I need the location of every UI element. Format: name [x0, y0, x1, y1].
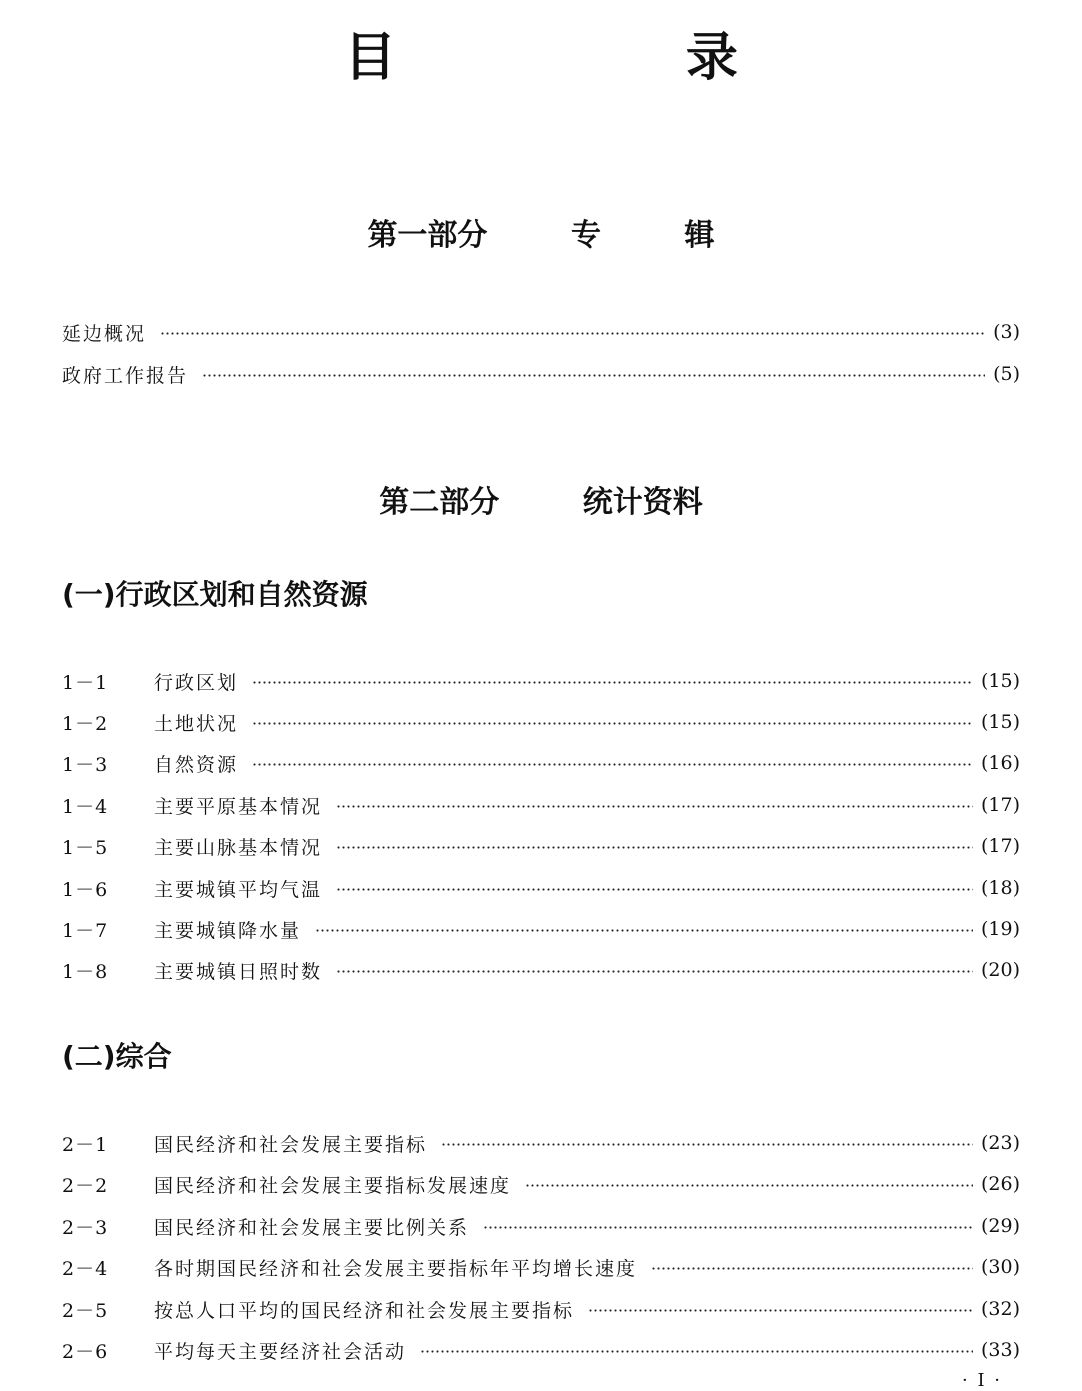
toc-entry-page: (33) [980, 1339, 1020, 1361]
toc-entry-title: 延边概况 [62, 322, 147, 345]
dot-leader [252, 681, 973, 684]
section-heading: (二)综合 [62, 1040, 172, 1073]
toc-entry-title: 国民经济和社会发展主要指标发展速度 [154, 1174, 512, 1197]
toc-entry[interactable] [62, 1128, 1020, 1158]
toc-entry-number: 1－5 [62, 836, 109, 859]
toc-entry-title: 政府工作报告 [62, 364, 189, 387]
dot-leader [420, 1350, 973, 1353]
toc-entry[interactable] [62, 914, 1020, 944]
dot-leader [336, 970, 973, 973]
toc-entry-page: (17) [980, 835, 1020, 857]
toc-entry[interactable] [62, 873, 1020, 903]
dot-leader [252, 722, 973, 725]
dot-leader [202, 374, 985, 377]
toc-entry-title: 自然资源 [154, 753, 239, 776]
toc-entry-page: (18) [980, 877, 1020, 899]
page-number: · I · [962, 1370, 1002, 1391]
toc-entry-number: 1－2 [62, 712, 109, 735]
toc-entry-page: (17) [980, 794, 1020, 816]
toc-entry-number: 1－7 [62, 919, 109, 942]
toc-entry-title: 按总人口平均的国民经济和社会发展主要指标 [154, 1299, 575, 1322]
toc-entry[interactable] [62, 666, 1020, 696]
dot-leader [651, 1267, 973, 1270]
dot-leader [315, 929, 973, 932]
toc-entry-page: (15) [980, 711, 1020, 733]
part2-heading: 第二部分 统计资料 [379, 485, 703, 520]
toc-entry-page: (26) [980, 1173, 1020, 1195]
dot-leader [336, 846, 973, 849]
toc-entry-title: 国民经济和社会发展主要比例关系 [154, 1216, 470, 1239]
toc-entry-number: 2－4 [62, 1257, 109, 1280]
toc-entry-page: (3) [993, 321, 1020, 343]
toc-entry[interactable] [62, 1252, 1020, 1282]
section-heading: (一)行政区划和自然资源 [62, 578, 368, 611]
toc-entry[interactable] [62, 955, 1020, 985]
dot-leader [483, 1226, 973, 1229]
toc-entry-title: 主要城镇平均气温 [154, 878, 323, 901]
toc-entry-page: (29) [980, 1215, 1020, 1237]
toc-entry-page: (30) [980, 1256, 1020, 1278]
toc-entry-number: 2－3 [62, 1216, 109, 1239]
toc-entry-title: 主要城镇降水量 [154, 919, 302, 942]
toc-entry-number: 1－3 [62, 753, 109, 776]
dot-leader [160, 332, 985, 335]
toc-entry-page: (20) [980, 959, 1020, 981]
toc-entry-page: (23) [980, 1132, 1020, 1154]
toc-entry-number: 2－6 [62, 1340, 109, 1363]
toc-entry-title: 国民经济和社会发展主要指标 [154, 1133, 428, 1156]
toc-entry-number: 1－8 [62, 960, 109, 983]
page-title: 目 录 [344, 28, 738, 88]
toc-entry[interactable] [62, 748, 1020, 778]
dot-leader [525, 1184, 973, 1187]
toc-entry[interactable] [62, 317, 1020, 347]
toc-entry-title: 各时期国民经济和社会发展主要指标年平均增长速度 [154, 1257, 638, 1280]
toc-entry-title: 主要山脉基本情况 [154, 836, 323, 859]
toc-entry[interactable] [62, 1335, 1020, 1365]
toc-entry[interactable] [62, 1211, 1020, 1241]
toc-entry-title: 土地状况 [154, 712, 239, 735]
toc-entry[interactable] [62, 790, 1020, 820]
toc-entry-title: 行政区划 [154, 671, 239, 694]
toc-entry-title: 主要城镇日照时数 [154, 960, 323, 983]
toc-entry-page: (19) [980, 918, 1020, 940]
toc-entry-title: 主要平原基本情况 [154, 795, 323, 818]
dot-leader [336, 805, 973, 808]
toc-entry-number: 1－6 [62, 878, 109, 901]
toc-entry[interactable] [62, 707, 1020, 737]
toc-entry-number: 1－1 [62, 671, 109, 694]
dot-leader [588, 1309, 973, 1312]
toc-entry-number: 2－1 [62, 1133, 109, 1156]
dot-leader [441, 1143, 973, 1146]
dot-leader [336, 888, 973, 891]
toc-entry-number: 2－2 [62, 1174, 109, 1197]
part1-heading: 第一部分 专 辑 [367, 218, 715, 253]
toc-entry-page: (5) [993, 363, 1020, 385]
toc-entry[interactable] [62, 359, 1020, 389]
toc-entry[interactable] [62, 831, 1020, 861]
toc-entry-number: 1－4 [62, 795, 109, 818]
toc-entry-page: (15) [980, 670, 1020, 692]
dot-leader [252, 763, 973, 766]
toc-entry-title: 平均每天主要经济社会活动 [154, 1340, 407, 1363]
toc-entry-number: 2－5 [62, 1299, 109, 1322]
toc-entry-page: (16) [980, 752, 1020, 774]
toc-entry[interactable] [62, 1169, 1020, 1199]
toc-entry[interactable] [62, 1294, 1020, 1324]
toc-entry-page: (32) [980, 1298, 1020, 1320]
